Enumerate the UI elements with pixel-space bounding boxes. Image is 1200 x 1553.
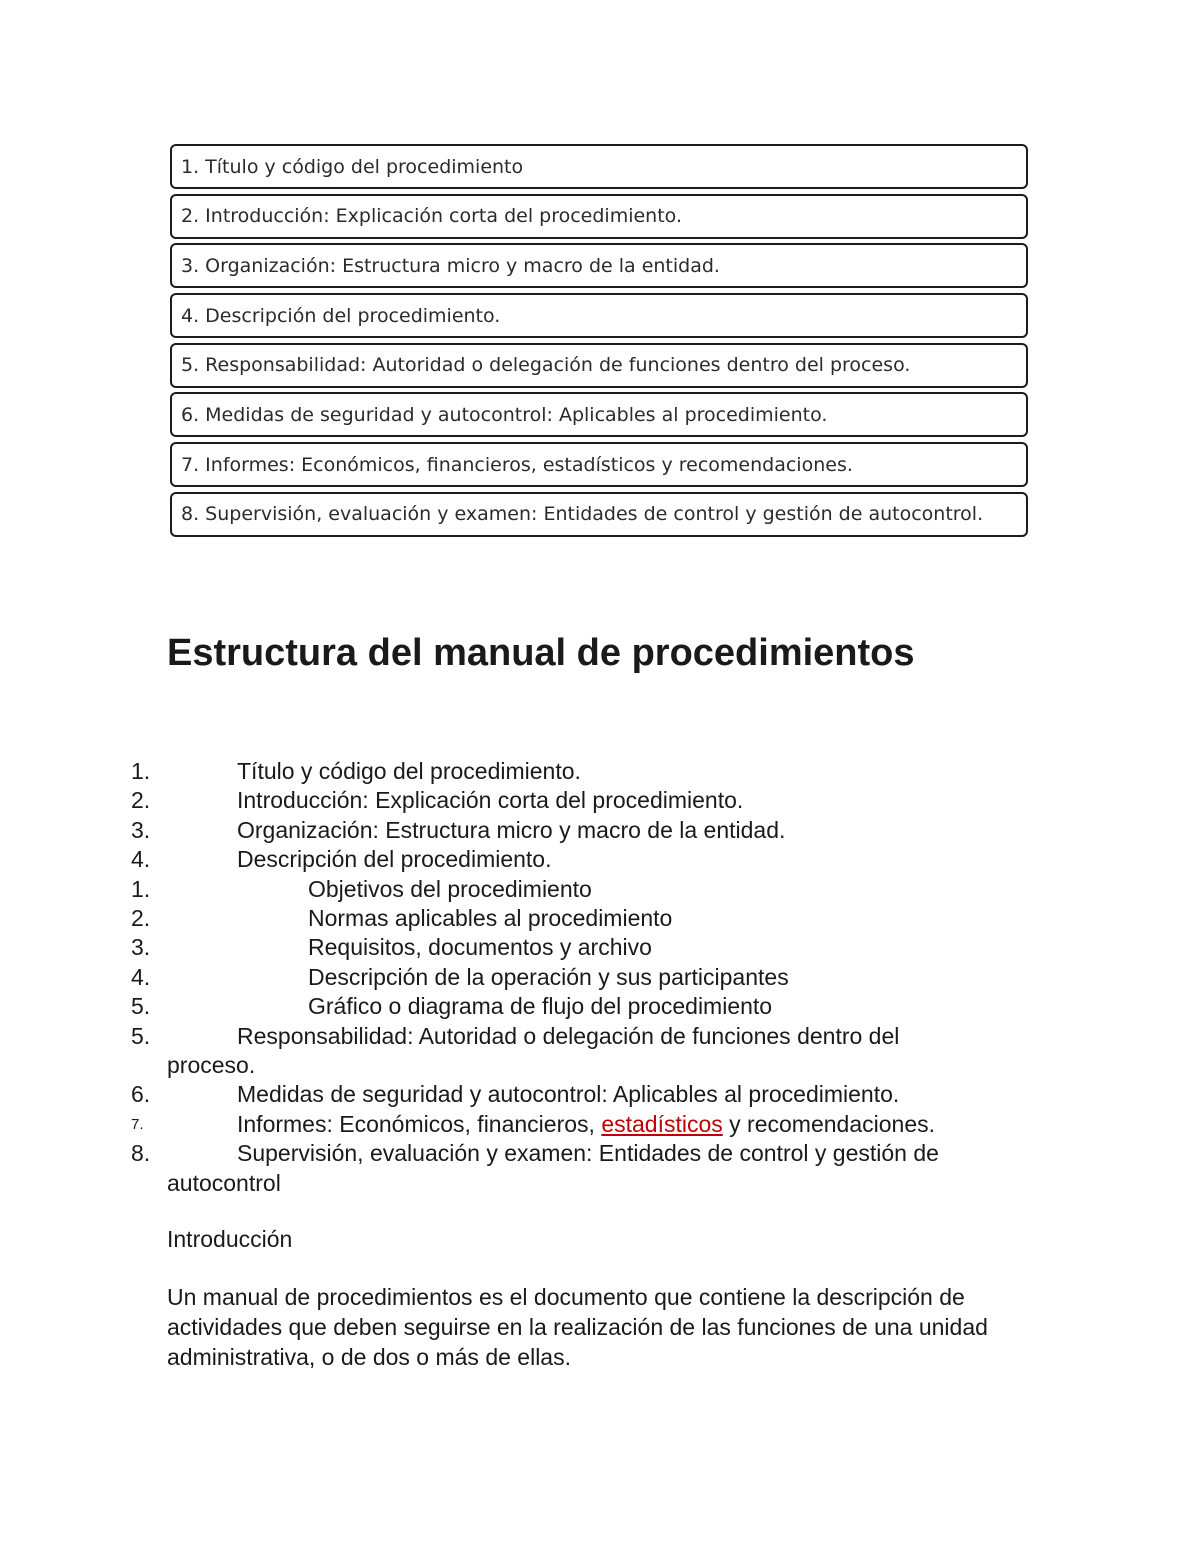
sub-list-item — [0, 933, 1067, 962]
list-item-text: Descripción del procedimiento. — [237, 846, 552, 873]
list-item — [0, 786, 1067, 815]
structure-box: 8. Supervisión, evaluación y examen: Entidades de control y gestión de autocontrol. — [170, 492, 1028, 537]
structure-box: 5. Responsabilidad: Autoridad o delegación de funciones dentro del proceso. — [170, 343, 1028, 388]
sub-list-item — [0, 992, 1067, 1021]
list-item-text: Descripción de la operación y sus participantes — [308, 963, 789, 990]
list-item-text: y recomendaciones. — [722, 1110, 936, 1137]
list-item-text: Normas aplicables al procedimiento — [308, 905, 673, 932]
list-number: 5. — [131, 993, 151, 1020]
sub-list-item — [0, 875, 1067, 904]
list-number: 2. — [131, 905, 151, 932]
list-item-text: Responsabilidad: Autoridad o delegación de funciones dentro del — [237, 1022, 900, 1049]
list-item-continuation: autocontrol — [167, 1169, 281, 1196]
list-number: 6. — [131, 1081, 151, 1108]
list-item-text: Organización: Estructura micro y macro de la entidad. — [237, 816, 786, 843]
list-item-text: Medidas de seguridad y autocontrol: Aplicables al procedimiento. — [237, 1081, 900, 1108]
list-item-text: Título y código del procedimiento. — [237, 758, 581, 784]
list-number: 3. — [131, 816, 151, 843]
estadisticos-link[interactable]: estadísticos — [601, 1110, 723, 1137]
list-item-text: Introducción: Explicación corta del procedimiento. — [237, 787, 744, 814]
list-item-text: Objetivos del procedimiento — [308, 875, 592, 902]
list-item-text: Informes: Económicos, financieros, — [237, 1110, 602, 1137]
list-number: 4. — [131, 846, 151, 873]
sub-list-item — [0, 963, 1067, 992]
list-number: 1. — [131, 875, 151, 902]
list-item — [0, 816, 1067, 845]
structure-box: 4. Descripción del procedimiento. — [170, 293, 1028, 338]
list-item-text: Gráfico o diagrama de flujo del procedimiento — [308, 993, 773, 1020]
procedure-structure-diagram — [170, 144, 1028, 542]
structure-box: 2. Introducción: Explicación corta del procedimiento. — [170, 194, 1028, 239]
list-item-text: Supervisión, evaluación y examen: Entidades de control y gestión de — [237, 1140, 939, 1167]
list-item — [0, 1080, 1067, 1109]
structure-box: 1. Título y código del procedimiento — [170, 144, 1028, 189]
list-number: 4. — [131, 963, 151, 990]
list-item — [0, 1022, 1067, 1081]
list-item — [0, 757, 1067, 786]
sub-list-item — [0, 904, 1067, 933]
list-item-continuation: proceso. — [167, 1052, 256, 1079]
list-number: 8. — [131, 1140, 151, 1167]
structure-box: 6. Medidas de seguridad y autocontrol: Aplicables al procedimiento. — [170, 392, 1028, 437]
structure-box: 3. Organización: Estructura micro y macro de la entidad. — [170, 243, 1028, 288]
list-number: 2. — [131, 787, 151, 814]
list-number: 5. — [131, 1022, 151, 1049]
intro-paragraph: Un manual de procedimientos es el documento que contiene la descripción de actividades que deben seguirse en la realización de las funciones de una unidad administrativa, o de dos o más de ellas. — [167, 1284, 988, 1370]
list-item-text: Requisitos, documentos y archivo — [308, 934, 652, 961]
structure-list — [0, 757, 1200, 1198]
structure-box: 7. Informes: Económicos, financieros, estadísticos y recomendaciones. — [170, 442, 1028, 487]
list-number: 3. — [131, 934, 151, 961]
list-number: 1. — [131, 758, 151, 784]
list-item — [0, 1110, 1067, 1139]
list-item — [0, 1139, 1067, 1198]
page-title: Estructura del manual de procedimientos — [167, 632, 915, 674]
intro-heading: Introducción — [167, 1226, 293, 1252]
list-number: 7. — [131, 1115, 144, 1133]
list-item — [0, 845, 1067, 874]
